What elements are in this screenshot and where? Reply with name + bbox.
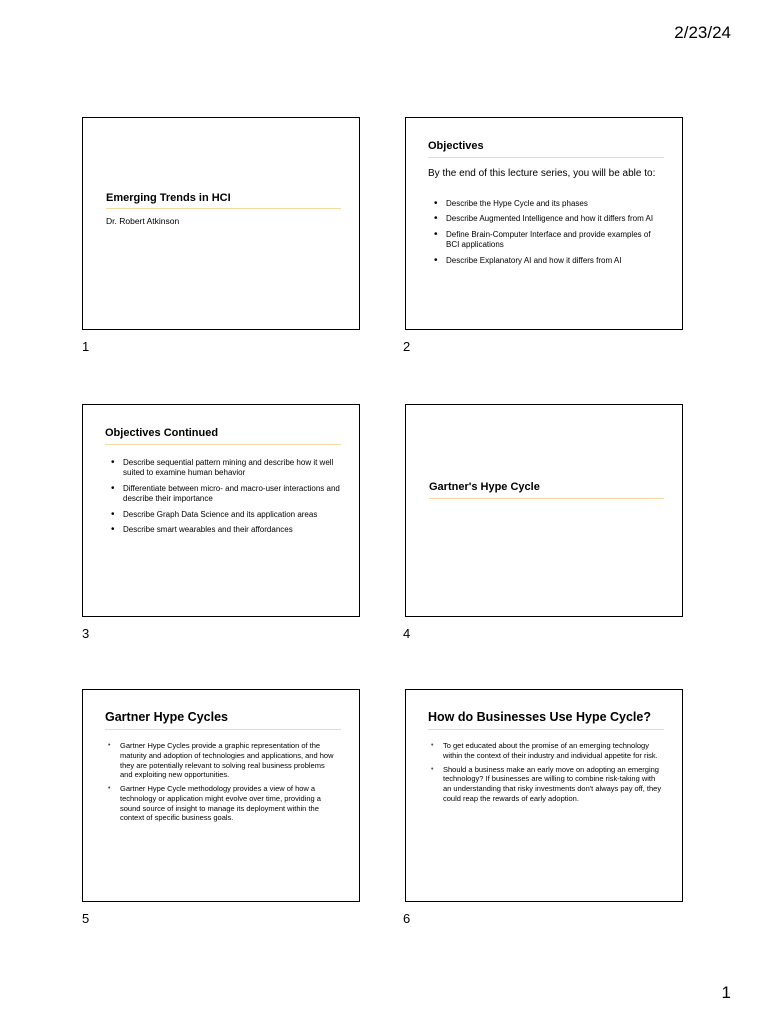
bullet-icon: •	[111, 523, 115, 535]
slide-6	[405, 689, 683, 902]
list-item	[434, 256, 662, 266]
bullet-text: Gartner Hype Cycles provide a graphic representation of the maturity and adoption of technologies and applications, and how they are potentially relevant to solving real business problems and exploiting new opportunities.	[120, 741, 334, 780]
list-item	[108, 784, 338, 823]
bullet-text: Describe smart wearables and their affordances	[123, 524, 293, 534]
slide-subtitle: Dr. Robert Atkinson	[106, 216, 180, 226]
list-item	[111, 484, 343, 505]
bullet-icon: •	[431, 742, 434, 749]
page-number: 1	[721, 983, 731, 1002]
slide-title: Emerging Trends in HCI	[106, 192, 341, 209]
bullet-icon: •	[108, 785, 111, 792]
slide-title: Gartner Hype Cycles	[105, 710, 341, 730]
slide-title: Gartner's Hype Cycle	[429, 481, 664, 499]
slide-title: Objectives	[428, 140, 664, 158]
bullet-icon: •	[111, 508, 115, 520]
bullet-icon: •	[111, 482, 115, 494]
bullet-list	[111, 458, 343, 540]
slide-number: 4	[403, 626, 411, 641]
bullet-list	[434, 199, 662, 271]
bullet-text: Differentiate between micro- and macro-user interactions and describe their importance	[123, 483, 340, 504]
slide-number: 3	[82, 626, 90, 641]
slide-title: Objectives Continued	[105, 427, 341, 445]
bullet-icon: •	[434, 228, 438, 240]
list-item	[434, 230, 662, 251]
list-item	[111, 458, 343, 479]
bullet-icon: •	[431, 765, 434, 773]
slide-number: 1	[82, 339, 90, 354]
page-date: 2/23/24	[674, 23, 731, 42]
bullet-list	[431, 741, 663, 808]
bullet-icon: •	[108, 742, 111, 749]
list-item	[108, 741, 338, 780]
list-item	[434, 214, 662, 224]
slide-number: 6	[403, 911, 411, 926]
list-item	[434, 199, 662, 209]
bullet-text: Should a business make an early move on adopting an emerging technology? If businesses are willing to combine risk-taking with an understanding that risky investments don't always pay off, they could reap the rewards of early adoption.	[443, 764, 662, 803]
slide-4	[405, 404, 683, 617]
bullet-icon: •	[111, 457, 115, 468]
list-item	[111, 510, 343, 520]
slide-1	[82, 117, 360, 330]
bullet-icon: •	[434, 198, 438, 209]
list-item	[431, 741, 663, 761]
bullet-list	[108, 741, 338, 827]
bullet-icon: •	[434, 254, 438, 266]
bullet-icon: •	[434, 213, 438, 225]
slide-5	[82, 689, 360, 902]
bullet-text: Describe Explanatory AI and how it differs from AI	[446, 255, 622, 265]
list-item	[111, 525, 343, 535]
slide-3	[82, 404, 360, 617]
slide-number: 5	[82, 911, 90, 926]
slide-title: How do Businesses Use Hype Cycle?	[428, 710, 664, 730]
bullet-text: Gartner Hype Cycle methodology provides a view of how a technology or application might evolve over time, providing a sound source of insight to manage its deployment within the context of specific business goals.	[120, 784, 321, 823]
slide-2	[405, 117, 683, 330]
list-item	[431, 765, 663, 804]
bullet-text: To get educated about the promise of an emerging technology within the context of their industry and individual appetite for risk.	[443, 741, 658, 760]
slide-intro: By the end of this lecture series, you will be able to:	[428, 168, 656, 179]
slide-number: 2	[403, 339, 411, 354]
bullet-text: Describe sequential pattern mining and describe how it well suited to examine human behavior	[123, 458, 334, 478]
bullet-text: Describe the Hype Cycle and its phases	[446, 199, 588, 208]
bullet-text: Define Brain-Computer Interface and provide examples of BCI applications	[446, 229, 651, 250]
bullet-text: Describe Graph Data Science and its application areas	[123, 509, 318, 519]
bullet-text: Describe Augmented Intelligence and how it differs from AI	[446, 214, 654, 224]
